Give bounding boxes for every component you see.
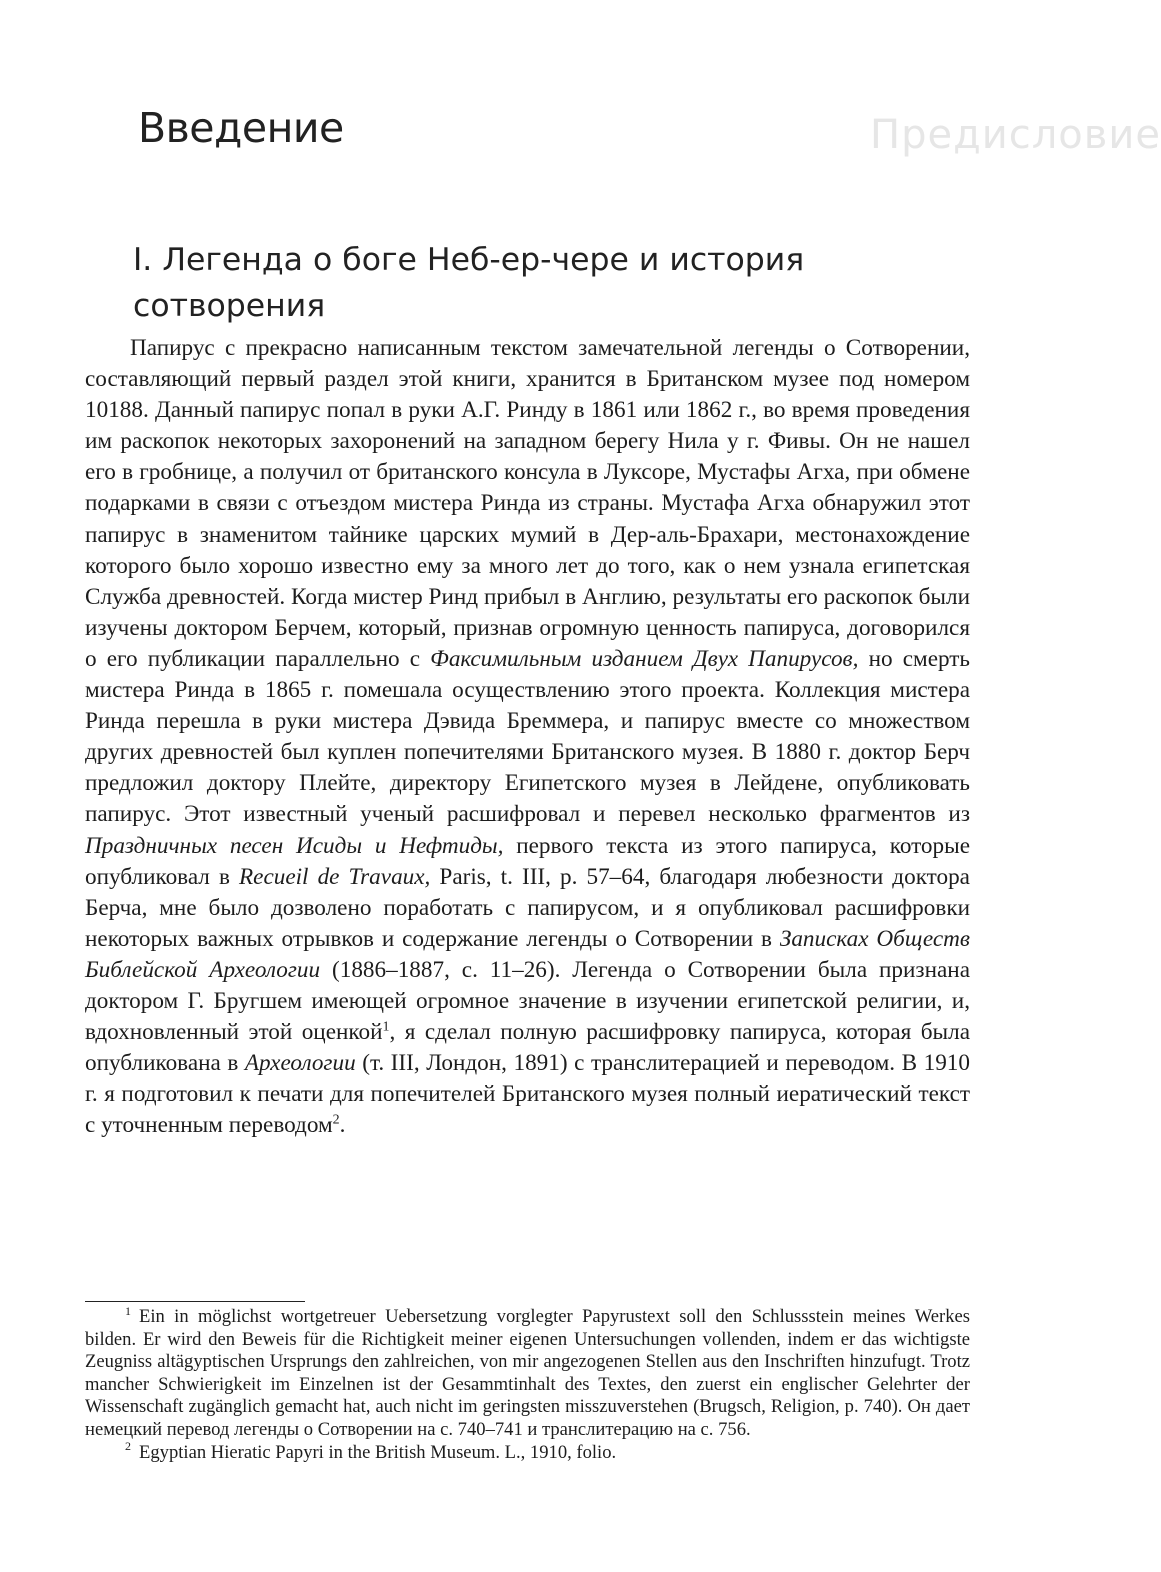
footnote-mark: 2	[125, 1439, 131, 1454]
text-run: (1886–1887, с. 11–26). Легенда о Сотворении была признана доктором Г. Бругшем имеющей огромное значение в изучении египетской религии, и, вдохновленный этой оценкой	[85, 956, 970, 1046]
italic-title: Археологии	[244, 1050, 356, 1077]
section-heading: I. Легенда о боге Неб-ер-чере и история сотворения	[133, 242, 805, 324]
chapter-title: Введение	[138, 104, 344, 152]
italic-title: Recueil de Travaux,	[238, 863, 431, 890]
footnote-mark: 1	[125, 1303, 131, 1318]
main-paragraph	[85, 333, 970, 1141]
text-run: Paris, t. III, p. 57–64, благодаря любезности доктора Берча, мне было дозволено поработать с папирусом, и я опубликовал расшифровки некоторых важных отрывков и содержание легенды о Сотворении в	[85, 863, 970, 952]
footnote-text: Ein in möglichst wortgetreuer Uebersetzung vorglegter Papyrustext soll den Schlussstein meines Werkes bilden. Er wird den Beweis für die Richtigkeit meiner eigenen Untersuchungen vollenden, indem er das wichtigste Zeugniss altägyptischen Ursprungs den zahlreichen, von mir angezogenen Stellen aus den Inschriften hinzufugt. Trotz mancher Schwierigkeit im Einzelnen ist der Gesammtinhalt des Textes, den zuerst ein englischer Gelehrter der Wissenschaft zugänglich gemacht hat, auch nicht im geringsten misszuverstehen (Brugsch, Religion, p. 740). Он дает немецкий перевод легенды о Сотворении на с. 740–741 и транслитерацию на с. 756.	[85, 1306, 970, 1440]
text-run: .	[339, 1112, 346, 1139]
footnote-ref-2[interactable]: 2	[332, 1112, 340, 1128]
text-run: , я сделал полную расшифровку папируса, которая была опубликована в	[85, 1019, 970, 1077]
facing-page-bleed-through: Предисловие	[870, 112, 1161, 158]
footnote-divider	[85, 1301, 305, 1302]
italic-title: Записках Обществ Библейской Археологии	[85, 925, 970, 983]
text-run: первого текста из этого папируса, которые опубликовал в	[85, 832, 970, 890]
italic-title: Факсимильным изданием Двух Папирусов,	[430, 645, 859, 672]
footnote-text: Egyptian Hieratic Papyri in the British Museum. L., 1910, folio.	[139, 1441, 617, 1463]
text-run: Папирус с прекрасно написанным текстом замечательной легенды о Сотворении, составляющий первый раздел этой книги, хранится в Британском музее под номером 10188. Данный папирус попал в руки А.Г. Ринду в 1861 или 1862 г., во время проведения им раскопок некоторых захоронений на западном берегу Нила у г. Фивы. Он не нашел его в гробнице, а получил от британского консула в Луксоре, Мустафы Агха, при обмене подарками в связи с отъездом мистера Ринда из страны. Мустафа Агха обнаружил этот папирус в знаменитом тайнике царских мумий в Дер-аль-Брахари, местонахождение которого было хорошо известно ему за много лет до того, как о нем узнала египетская Служба древностей. Когда мистер Ринд прибыл в Англию, результаты его раскопок были изучены доктором Берчем, который, признав огромную ценность папируса, договорился о его публикации параллельно с	[85, 335, 970, 672]
footnote-ref-1[interactable]: 1	[382, 1019, 390, 1035]
footnote-1	[85, 1303, 970, 1442]
text-run: но смерть мистера Ринда в 1865 г. помешала осуществлению этого проекта. Коллекция мистера Ринда перешла в руки мистера Дэвида Бреммера, и папирус вместе со множеством других древностей был куплен попечителями Британского музея. В 1880 г. доктор Берч предложил доктору Плейте, директору Египетского музея в Лейдене, опубликовать папирус. Этот известный ученый расшифровал и перевел несколько фрагментов из	[85, 645, 970, 828]
footnotes	[85, 1303, 970, 1464]
italic-title: Праздничных песен Исиды и Нефтиды,	[85, 832, 504, 859]
footnote-2	[85, 1439, 970, 1465]
text-run: (т. III, Лондон, 1891) с транслитерацией и переводом. В 1910 г. я подготовил к печати для попечителей Британского музея полный иератический текст с уточненным переводом	[85, 1050, 970, 1139]
